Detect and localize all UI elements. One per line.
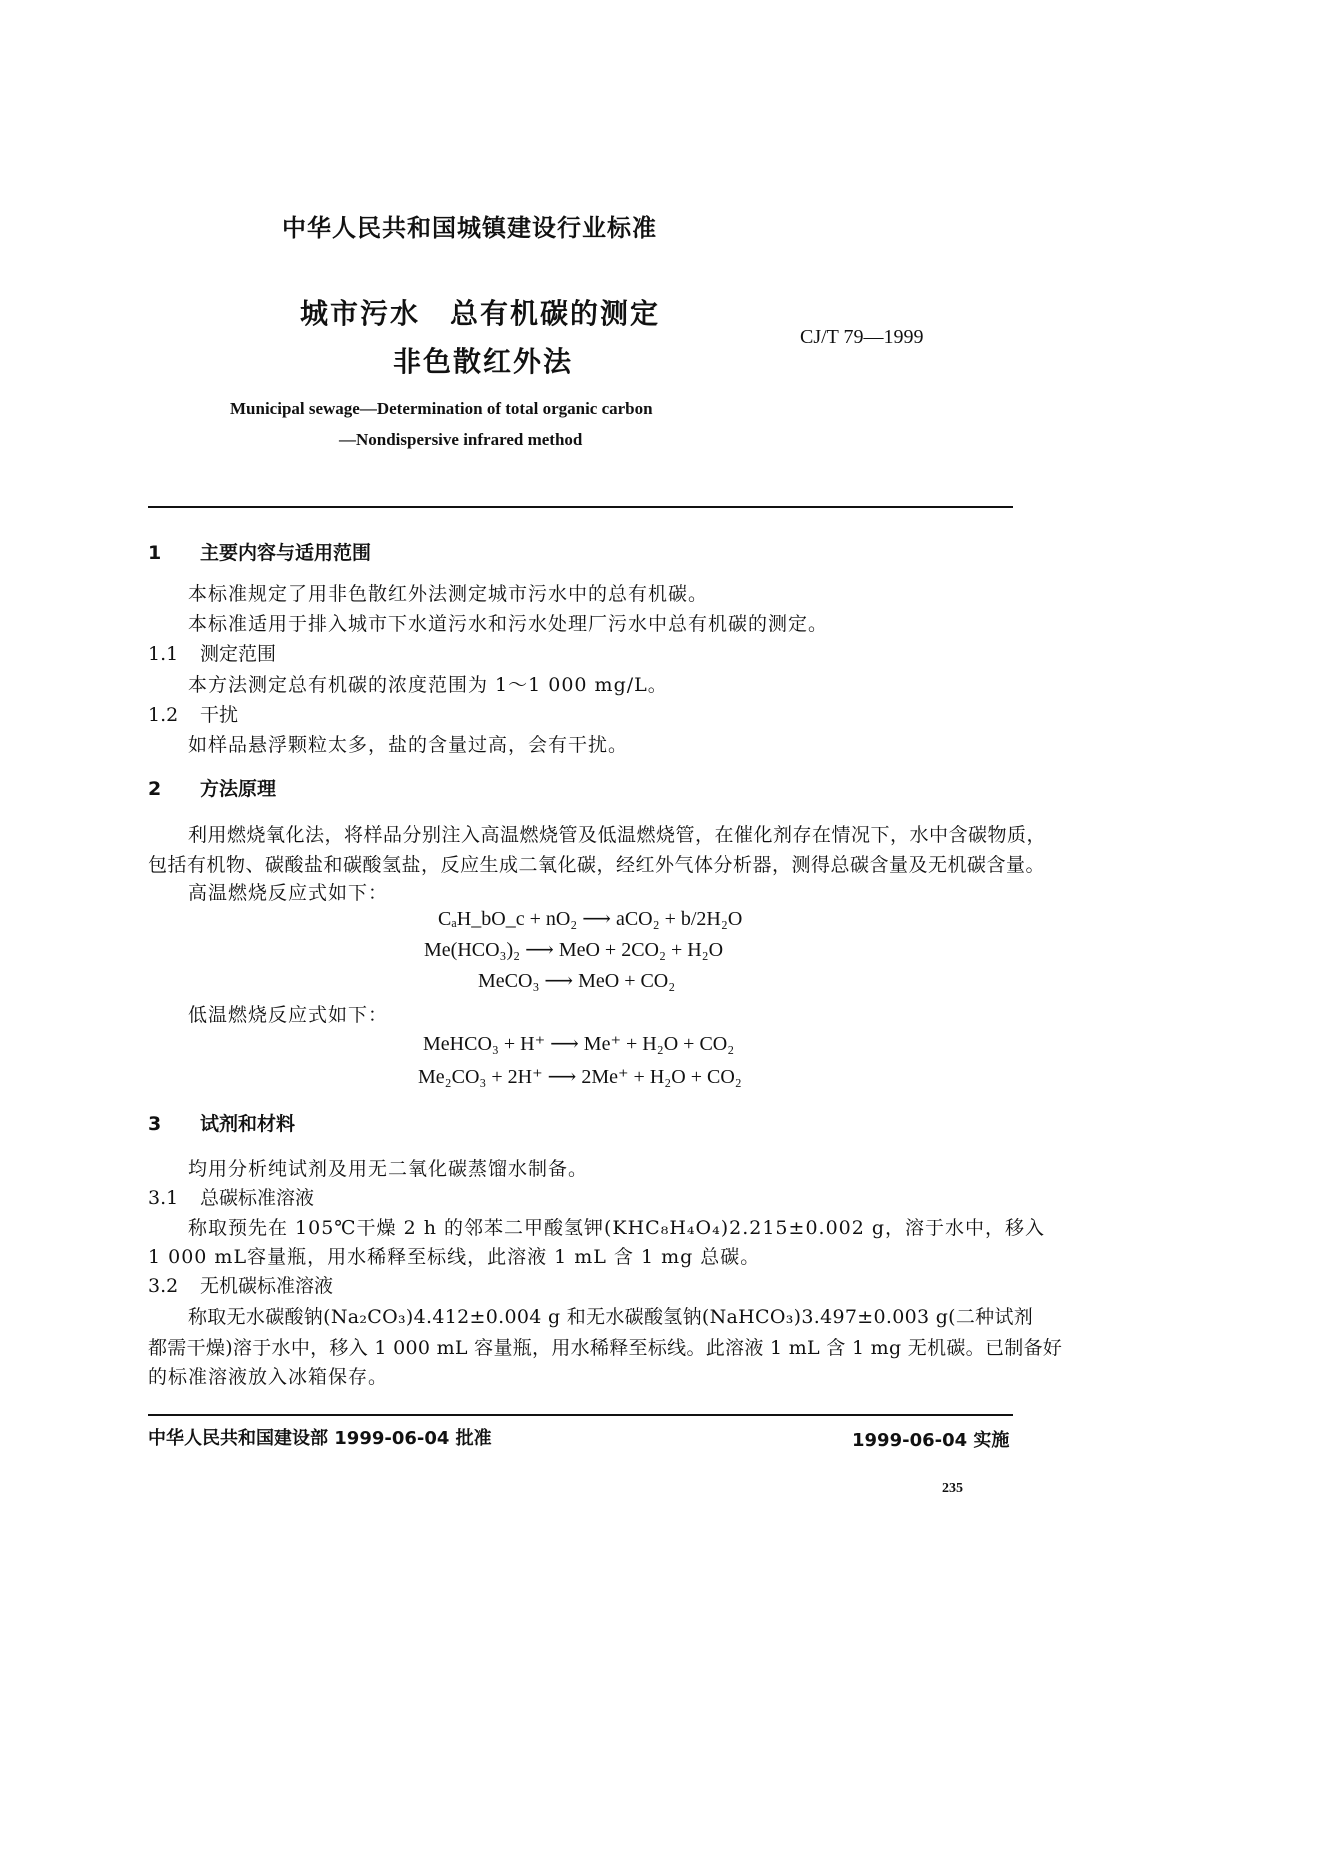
paragraph: 1 000 mL容量瓶，用水稀释至标线，此溶液 1 mL 含 1 mg 总碳。 [148,1246,761,1268]
equation-2: Me(HCO₃)₂ ⟶ MeO + 2CO₂ + H₂O [424,939,724,961]
section-3-2-heading [148,1271,333,1298]
paragraph: 均用分析纯试剂及用无二氧化碳蒸馏水制备。 [188,1158,589,1180]
section-number: 1 [148,542,162,564]
section-number: 3.2 [148,1275,179,1297]
equation-3: MeCO₃ ⟶ MeO + CO₂ [478,970,676,992]
paragraph: 本标准适用于排入城市下水道污水和污水处理厂污水中总有机碳的测定。 [188,613,829,635]
section-title: 测定范围 [200,643,277,665]
section-number: 2 [148,778,162,800]
paragraph: 本方法测定总有机碳的浓度范围为 1～1 000 mg/L。 [188,674,668,696]
approval-line: 中华人民共和国建设部 1999-06-04 批准 [148,1428,492,1449]
title-en-line-2: —Nondispersive infrared method [339,430,583,449]
section-title: 干扰 [200,704,239,726]
section-title: 主要内容与适用范围 [200,542,372,564]
equation-1: CₐH_bO_c + nO₂ ⟶ aCO₂ + b/2H₂O [438,908,743,930]
title-en-line-1: Municipal sewage—Determination of total organic carbon [230,399,653,418]
section-title: 总碳标准溶液 [200,1187,315,1209]
equation-5: Me₂CO₃ + 2H⁺ ⟶ 2Me⁺ + H₂O + CO₂ [418,1066,742,1088]
paragraph: 低温燃烧反应式如下： [188,1004,389,1026]
paragraph: 都需干燥)溶于水中，移入 1 000 mL 容量瓶，用水稀释至标线。此溶液 1 mL 含 1 mg 无机碳。已制备好 [148,1337,1063,1359]
issuing-body: 中华人民共和国城镇建设行业标准 [282,214,657,242]
title-cn-line-2: 非色散红外法 [393,345,574,378]
section-3-1-heading [148,1183,314,1210]
section-title: 无机碳标准溶液 [200,1275,334,1297]
section-2-heading [148,774,276,801]
section-1-heading [148,538,371,565]
page-number: 235 [942,1481,963,1496]
section-number: 3 [148,1113,162,1135]
equation-4: MeHCO₃ + H⁺ ⟶ Me⁺ + H₂O + CO₂ [423,1033,735,1055]
standard-code: CJ/T 79—1999 [800,326,924,348]
paragraph: 称取预先在 105℃干燥 2 h 的邻苯二甲酸氢钾(KHC₈H₄O₄)2.215±0.002 g，溶于水中，移入 [188,1217,1046,1239]
header-rule [148,506,1013,508]
paragraph: 高温燃烧反应式如下： [188,882,389,904]
section-3-heading [148,1109,295,1136]
paragraph: 利用燃烧氧化法，将样品分别注入高温燃烧管及低温燃烧管，在催化剂存在情况下，水中含碳物质， [188,824,1047,846]
section-1-2-heading [148,700,238,727]
paragraph: 的标准溶液放入冰箱保存。 [148,1366,389,1388]
section-title: 方法原理 [200,778,277,800]
paragraph: 如样品悬浮颗粒太多，盐的含量过高，会有干扰。 [188,734,629,756]
paragraph: 本标准规定了用非色散红外法测定城市污水中的总有机碳。 [188,583,709,605]
title-cn-line-1: 城市污水 总有机碳的测定 [300,297,661,330]
effective-date: 1999-06-04 实施 [852,1430,1010,1451]
footer-rule [148,1414,1013,1416]
section-number: 3.1 [148,1187,179,1209]
paragraph: 称取无水碳酸钠(Na₂CO₃)4.412±0.004 g 和无水碳酸氢钠(NaHCO₃)3.497±0.003 g(二种试剂 [188,1306,1034,1328]
section-number: 1.2 [148,704,179,726]
section-number: 1.1 [148,643,179,665]
paragraph: 包括有机物、碳酸盐和碳酸氢盐，反应生成二氧化碳，经红外气体分析器，测得总碳含量及无机碳含量。 [148,854,1046,876]
section-1-1-heading [148,639,276,666]
section-title: 试剂和材料 [200,1113,296,1135]
